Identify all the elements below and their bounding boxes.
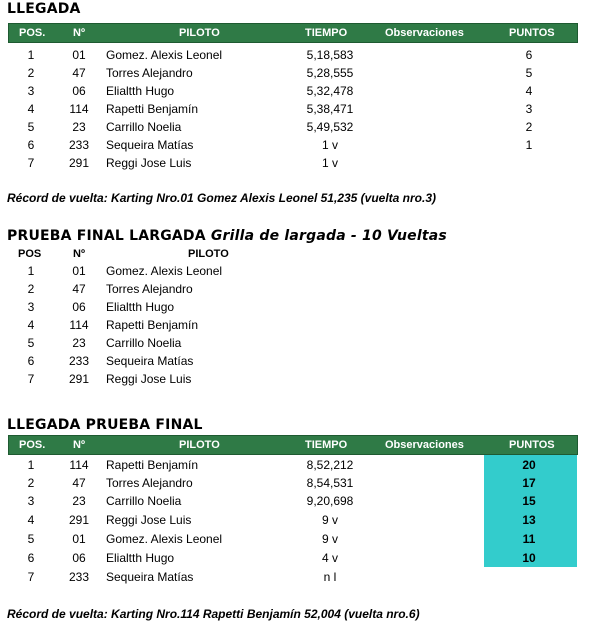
col-tiempo: TIEMPO (305, 439, 348, 451)
col-pos: POS. (19, 439, 46, 451)
section-title-largada (7, 228, 447, 244)
lap-record-final: Récord de vuelta: Karting Nro.114 Rapetti Benjamín 52,004 (vuelta nro.6) (7, 607, 420, 621)
col-observaciones: Observaciones (385, 439, 464, 451)
table-row: 2 47 Torres Alejandro 8,54,531 17 (27, 476, 536, 490)
section-title-llegada: LLEGADA (7, 1, 81, 17)
table-row: 2 47 Torres Alejandro 5,28,555 5 (27, 66, 533, 80)
section-title-final: LLEGADA PRUEBA FINAL (7, 417, 203, 433)
table-row: 7 291 Reggi Jose Luis (27, 372, 192, 386)
table-row: 2 47 Torres Alejandro (27, 282, 193, 296)
table-row: 4 114 Rapetti Benjamín 5,38,471 3 (27, 102, 533, 116)
table-row: 6 233 Sequeira Matías 1 v 1 (27, 138, 533, 152)
table-row: 5 23 Carrillo Noelia 5,49,532 2 (27, 120, 533, 134)
col-puntos: PUNTOS (509, 439, 555, 451)
col-tiempo: TIEMPO (305, 27, 348, 39)
table-row: 7 233 Sequeira Matías n l (27, 570, 337, 584)
col-num: Nº (73, 439, 85, 451)
lap-record-llegada: Récord de vuelta: Karting Nro.01 Gomez Alexis Leonel 51,235 (vuelta nro.3) (7, 191, 437, 205)
table-row: 4 114 Rapetti Benjamín (27, 318, 199, 332)
col-piloto: PILOTO (179, 439, 220, 451)
table-row: 1 114 Rapetti Benjamín 8,52,212 20 (27, 458, 536, 472)
table-header-final (8, 435, 578, 455)
col-piloto: PILOTO (179, 27, 220, 39)
col-pos: POS. (19, 27, 46, 39)
col-puntos: PUNTOS (509, 27, 555, 39)
table-row: 6 233 Sequeira Matías (27, 354, 194, 368)
section-title-largada-sub: Grilla de largada - 10 Vueltas (205, 228, 447, 244)
table-row: 5 23 Carrillo Noelia (27, 336, 182, 350)
table-header-llegada (8, 23, 578, 43)
table-header-largada (8, 246, 578, 262)
section-title-largada-main: PRUEBA FINAL LARGADA (7, 228, 206, 244)
table-row: 4 291 Reggi Jose Luis 9 v 13 (27, 513, 536, 527)
table-row: 3 06 Elialtth Hugo (27, 300, 175, 314)
table-row: 7 291 Reggi Jose Luis 1 v (27, 156, 338, 170)
col-pos: POS (18, 248, 42, 260)
col-piloto: PILOTO (188, 248, 229, 260)
table-row: 1 01 Gomez. Alexis Leonel 5,18,583 6 (27, 48, 533, 62)
col-observaciones: Observaciones (385, 27, 464, 39)
table-row: 1 01 Gomez. Alexis Leonel (27, 264, 223, 278)
table-row: 5 01 Gomez. Alexis Leonel 9 v 11 (27, 532, 536, 546)
table-row: 6 06 Elialtth Hugo 4 v 10 (27, 551, 536, 565)
col-num: Nº (73, 27, 85, 39)
col-num: Nº (73, 248, 85, 260)
table-row: 3 06 Elialtth Hugo 5,32,478 4 (27, 84, 533, 98)
table-row: 3 23 Carrillo Noelia 9,20,698 15 (27, 494, 536, 508)
